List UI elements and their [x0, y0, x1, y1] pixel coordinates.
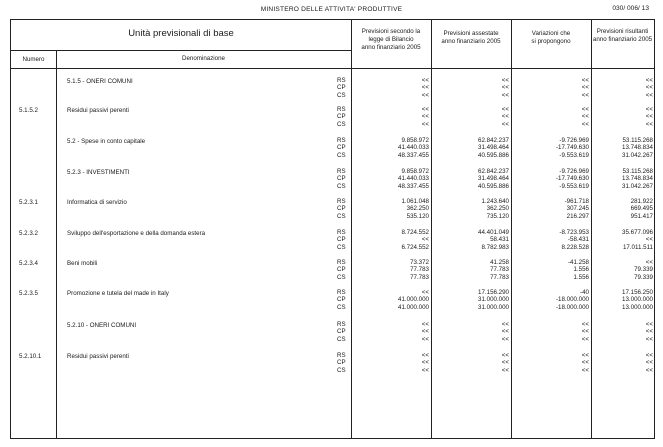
row-code: RS [337, 77, 346, 84]
row-values-c2 [433, 198, 509, 220]
budget-table [10, 19, 655, 439]
row-codes [337, 352, 351, 374]
row-value: 41.258 [490, 259, 509, 266]
row-value: << [501, 77, 509, 84]
row-value: 13.000.000 [622, 296, 653, 304]
row-number: 5.2.3.1 [19, 199, 38, 206]
row-number: 5.2.10.1 [19, 353, 42, 360]
row-code: CS [337, 91, 346, 99]
row-code: RS [337, 137, 346, 144]
row-code: CS [337, 243, 346, 251]
row-value: -9.726.969 [559, 137, 589, 144]
row-value: << [581, 352, 589, 359]
table-row [11, 259, 656, 289]
table-row [11, 168, 656, 198]
row-value: 362.250 [486, 205, 509, 213]
row-value: 44.401.049 [478, 229, 509, 236]
row-values-c3 [513, 77, 589, 99]
row-code: RS [337, 321, 346, 328]
row-code: RS [337, 229, 346, 236]
row-value: << [501, 321, 509, 328]
row-values-c4 [591, 229, 653, 251]
row-values-c2 [433, 168, 509, 190]
row-value: << [581, 120, 589, 128]
row-code: CS [337, 303, 346, 311]
row-code: CP [337, 359, 346, 367]
row-value: << [581, 106, 589, 113]
row-code: CP [337, 205, 346, 213]
row-value: << [421, 328, 429, 336]
row-code: RS [337, 289, 346, 296]
row-denomination: 5.2.3 - INVESTIMENTI [67, 169, 130, 176]
row-value: << [421, 91, 429, 99]
table-row [11, 289, 656, 319]
row-value: 62.842.237 [478, 168, 509, 175]
row-value: -58.431 [568, 236, 589, 244]
row-code: CP [337, 236, 346, 244]
row-value: << [421, 352, 429, 359]
row-value: << [501, 106, 509, 113]
row-value: -41.258 [568, 259, 589, 266]
row-value: << [421, 113, 429, 121]
row-values-c2 [433, 289, 509, 311]
row-values-c2 [433, 77, 509, 99]
row-denomination: Promozione e tutela del made in Italy [67, 290, 169, 297]
row-value: 48.337.455 [398, 182, 429, 190]
row-values-c1 [351, 229, 429, 251]
row-value: << [421, 289, 429, 296]
row-values-c4 [591, 106, 653, 128]
row-code: RS [337, 352, 346, 359]
row-value: -40 [580, 289, 589, 296]
table-row [11, 77, 656, 107]
col1-header: Previsioni secondo la legge di Bilancio anno finanziario 2005 [361, 28, 421, 51]
row-code: CP [337, 266, 346, 274]
row-values-c4 [591, 198, 653, 220]
row-value: << [645, 359, 653, 367]
row-value: << [501, 366, 509, 374]
row-value: 1.061.048 [401, 198, 429, 205]
row-value: 362.250 [406, 205, 429, 213]
row-code: RS [337, 198, 346, 205]
table-row [11, 198, 656, 228]
row-code: RS [337, 259, 346, 266]
row-values-c1 [351, 106, 429, 128]
row-values-c3 [513, 259, 589, 281]
row-value: 31.000.000 [478, 303, 509, 311]
row-value: 535.120 [406, 212, 429, 220]
row-value: -961.718 [564, 198, 589, 205]
row-value: 17.011.511 [622, 243, 653, 251]
table-row [11, 321, 656, 351]
row-value: 73.372 [410, 259, 429, 266]
row-value: << [581, 321, 589, 328]
row-code: RS [337, 168, 346, 175]
row-code: CS [337, 151, 346, 159]
row-value: << [645, 236, 653, 244]
row-value: 35.677.096 [622, 229, 653, 236]
row-code: CS [337, 120, 346, 128]
row-value: 6.724.552 [401, 243, 429, 251]
row-code: CP [337, 296, 346, 304]
row-value: 8.228.528 [561, 243, 589, 251]
row-value: << [645, 335, 653, 343]
row-value: 13.748.834 [622, 144, 653, 152]
row-value: << [645, 328, 653, 336]
row-value: << [501, 359, 509, 367]
row-value: << [581, 113, 589, 121]
row-code: CS [337, 182, 346, 190]
row-value: -9.553.619 [559, 151, 589, 159]
row-value: << [421, 77, 429, 84]
row-code: CS [337, 366, 346, 374]
row-code: CP [337, 328, 346, 336]
row-value: -9.726.969 [559, 168, 589, 175]
row-value: << [421, 321, 429, 328]
row-value: << [421, 366, 429, 374]
row-values-c1 [351, 321, 429, 343]
table-row [11, 106, 656, 136]
row-value: 1.243.640 [481, 198, 509, 205]
row-value: << [501, 328, 509, 336]
row-codes [337, 137, 351, 159]
row-values-c4 [591, 321, 653, 343]
row-denomination: Sviluppo dell'esportazione e della domanda estera [67, 230, 206, 237]
row-values-c4 [591, 259, 653, 281]
row-value: << [645, 84, 653, 92]
row-codes [337, 77, 351, 99]
row-value: 1.556 [573, 266, 589, 274]
row-values-c4 [591, 352, 653, 374]
row-values-c4 [591, 168, 653, 190]
row-value: 1.556 [573, 273, 589, 281]
row-denomination: 5.2.10 - ONERI COMUNI [67, 322, 137, 329]
row-value: << [421, 335, 429, 343]
row-value: -9.553.619 [559, 182, 589, 190]
row-values-c1 [351, 168, 429, 190]
row-value: -17.749.630 [555, 175, 589, 183]
row-value: 58.431 [490, 236, 509, 244]
row-values-c3 [513, 229, 589, 251]
row-value: 8.724.552 [401, 229, 429, 236]
row-value: 281.922 [630, 198, 653, 205]
row-value: -17.749.630 [555, 144, 589, 152]
row-value: 307.245 [566, 205, 589, 213]
row-value: 40.595.886 [478, 151, 509, 159]
row-denomination: Residui passivi perenti [67, 353, 129, 360]
row-value: << [581, 328, 589, 336]
row-value: 77.783 [490, 266, 509, 274]
row-values-c3 [513, 137, 589, 159]
row-value: 31.498.464 [478, 144, 509, 152]
row-value: << [501, 113, 509, 121]
row-values-c3 [513, 352, 589, 374]
col3-header: Variazioni che si propongono [531, 30, 571, 45]
row-code: CS [337, 273, 346, 281]
table-row [11, 352, 656, 382]
col2-header: Previsioni assestate anno finanziario 2005 [441, 30, 501, 45]
table-row [11, 137, 656, 167]
row-value: 77.783 [410, 273, 429, 281]
row-codes [337, 106, 351, 128]
row-values-c3 [513, 289, 589, 311]
row-value: << [645, 120, 653, 128]
row-code: CP [337, 84, 346, 92]
row-codes [337, 198, 351, 220]
row-values-c2 [433, 259, 509, 281]
row-values-c1 [351, 289, 429, 311]
row-code: CP [337, 113, 346, 121]
row-value: -18.000.000 [555, 296, 589, 304]
row-value: << [645, 106, 653, 113]
ministry-title: MINISTERO DELLE ATTIVITA' PRODUTTIVE [260, 6, 403, 13]
row-number: 5.1.5.2 [19, 107, 38, 114]
row-code: CP [337, 175, 346, 183]
row-denomination: Beni mobili [67, 260, 98, 267]
row-value: 951.417 [630, 212, 653, 220]
row-number: 5.2.3.2 [19, 230, 38, 237]
row-value: 77.783 [490, 273, 509, 281]
row-number: 5.2.3.4 [19, 260, 38, 267]
row-value: << [581, 84, 589, 92]
row-value: 53.115.268 [622, 168, 653, 175]
row-values-c1 [351, 259, 429, 281]
row-value: << [645, 352, 653, 359]
row-denomination: Informatica di servizio [67, 199, 127, 206]
row-value: 41.440.033 [398, 144, 429, 152]
row-denomination: 5.1.5 - ONERI COMUNI [67, 78, 133, 85]
row-values-c3 [513, 106, 589, 128]
row-value: << [421, 84, 429, 92]
row-value: << [581, 91, 589, 99]
row-value: << [421, 359, 429, 367]
row-value: 9.858.972 [401, 137, 429, 144]
row-codes [337, 289, 351, 311]
row-value: 79.339 [634, 273, 653, 281]
row-value: 8.782.983 [481, 243, 509, 251]
row-value: 53.115.268 [622, 137, 653, 144]
row-value: 17.156.290 [478, 289, 509, 296]
row-denomination: Residui passivi perenti [67, 107, 129, 114]
row-codes [337, 168, 351, 190]
row-value: 31.498.464 [478, 175, 509, 183]
row-values-c2 [433, 321, 509, 343]
row-value: -8.723.953 [559, 229, 589, 236]
row-codes [337, 259, 351, 281]
row-code: CP [337, 144, 346, 152]
row-value: << [645, 77, 653, 84]
row-value: << [581, 335, 589, 343]
row-value: << [501, 84, 509, 92]
row-values-c2 [433, 137, 509, 159]
row-values-c4 [591, 289, 653, 311]
row-value: << [421, 236, 429, 244]
denominazione-header: Denominazione [182, 55, 225, 62]
row-code: CS [337, 335, 346, 343]
row-values-c3 [513, 321, 589, 343]
row-values-c1 [351, 198, 429, 220]
col4-header: Previsioni risultanti anno finanziario 2005 [592, 28, 653, 43]
row-value: 41.000.000 [398, 296, 429, 304]
row-value: 31.000.000 [478, 296, 509, 304]
row-values-c2 [433, 229, 509, 251]
row-values-c1 [351, 352, 429, 374]
row-value: 13.000.000 [622, 303, 653, 311]
row-value: << [421, 106, 429, 113]
row-value: -18.000.000 [555, 303, 589, 311]
row-values-c2 [433, 352, 509, 374]
row-value: << [645, 91, 653, 99]
row-values-c1 [351, 137, 429, 159]
row-value: 13.748.834 [622, 175, 653, 183]
row-value: 77.783 [410, 266, 429, 274]
row-value: 17.156.250 [622, 289, 653, 296]
unit-title: Unità previsionali di base [128, 28, 234, 39]
row-value: 735.120 [486, 212, 509, 220]
row-value: << [645, 321, 653, 328]
row-values-c4 [591, 137, 653, 159]
page-code: 030/ 006/ 13 [612, 5, 649, 12]
row-value: << [645, 366, 653, 374]
row-value: 31.042.267 [622, 182, 653, 190]
rule-subheader [11, 50, 351, 51]
row-codes [337, 229, 351, 251]
row-value: << [501, 335, 509, 343]
row-value: << [501, 120, 509, 128]
row-value: << [645, 113, 653, 121]
row-value: 31.042.267 [622, 151, 653, 159]
row-values-c2 [433, 106, 509, 128]
numero-header: Numero [22, 56, 45, 63]
row-value: << [501, 91, 509, 99]
row-value: << [421, 120, 429, 128]
table-row [11, 229, 656, 259]
rule-header-bottom [11, 68, 654, 69]
row-value: 40.595.886 [478, 182, 509, 190]
row-denomination: 5.2 - Spese in conto capitale [67, 138, 146, 145]
row-value: 41.000.000 [398, 303, 429, 311]
row-value: << [581, 359, 589, 367]
row-value: << [581, 77, 589, 84]
row-values-c3 [513, 168, 589, 190]
row-values-c1 [351, 77, 429, 99]
row-value: 216.297 [566, 212, 589, 220]
row-code: RS [337, 106, 346, 113]
row-value: 48.337.455 [398, 151, 429, 159]
row-value: << [645, 259, 653, 266]
row-value: << [581, 366, 589, 374]
row-number: 5.2.3.5 [19, 290, 38, 297]
row-value: 9.858.972 [401, 168, 429, 175]
row-values-c4 [591, 77, 653, 99]
row-code: CS [337, 212, 346, 220]
row-value: 79.339 [634, 266, 653, 274]
row-value: 41.440.033 [398, 175, 429, 183]
row-value: 62.842.237 [478, 137, 509, 144]
row-value: 669.495 [630, 205, 653, 213]
row-codes [337, 321, 351, 343]
row-values-c3 [513, 198, 589, 220]
row-value: << [501, 352, 509, 359]
